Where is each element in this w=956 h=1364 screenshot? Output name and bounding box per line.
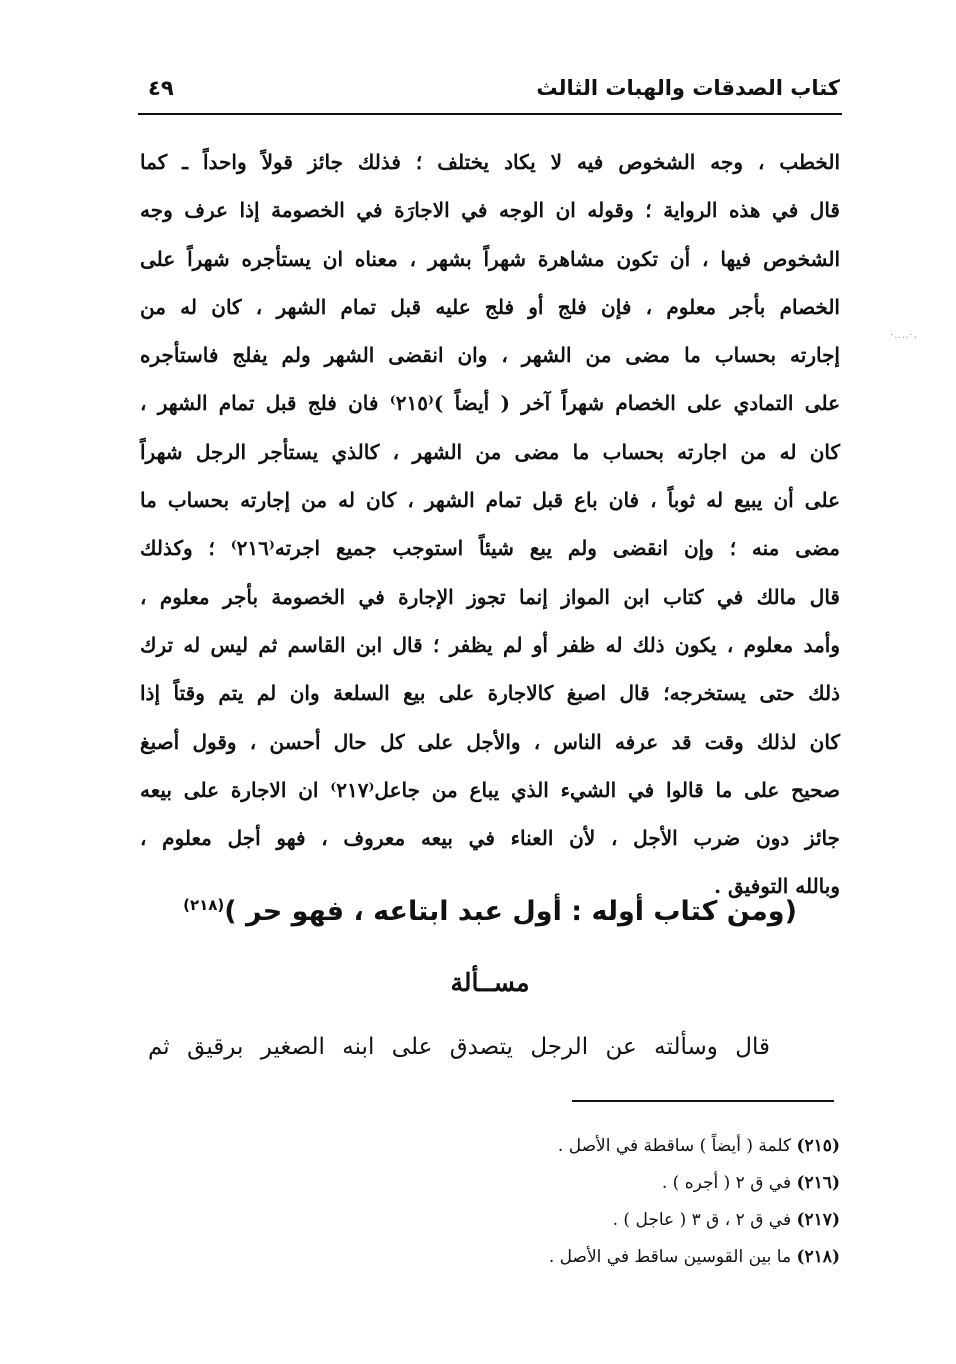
body-line: كان لذلك وقت قد عرفه الناس ، والأجل على كل حال أحسن ، وقول أصبغ	[140, 729, 840, 754]
body-line: على أن يبيع له ثوباً ، فان باع قبل تمام الشهر ، كان له من إجارته بحساب ما	[140, 488, 840, 513]
body-text	[140, 138, 840, 911]
footnote-number: (٢١٨)	[796, 1247, 840, 1267]
header-rule	[138, 113, 842, 115]
section-opening-line: قال وسألته عن الرجل يتصدق على ابنه الصغير برقيق ثم	[148, 1034, 770, 1060]
footnote	[140, 1202, 840, 1239]
footnote-text: كلمة ( أيضاً ) ساقطة في الأصل .	[557, 1136, 792, 1156]
body-line: مضى منه ؛ وإن انقضى ولم يبع شيئاً استوجب جميع اجرته⁽٢١٦⁾ ؛ وكذلك	[140, 536, 840, 561]
body-line: إجارته بحساب ما مضى من الشهر ، وان انقضى الشهر ولم يفلج فاستأجره	[140, 343, 840, 368]
body-line: الخطب ، وجه الشخوص فيه لا يكاد يختلف ؛ فذلك جائز قولاً واحداً ـ كما	[140, 150, 840, 174]
section-footnote-ref: (٢١٨)	[183, 896, 225, 914]
footnote-number: (٢١٦)	[796, 1173, 840, 1193]
body-line: وأمد معلوم ، يكون ذلك له ظفر أو لم يظفر ؛ قال ابن القاسم ثم ليس له ترك	[140, 632, 840, 657]
footnote	[140, 1239, 840, 1276]
footnote	[140, 1128, 840, 1165]
body-line: وبالله التوفيق .	[714, 874, 840, 899]
body-line: جائز دون ضرب الأجل ، لأن العناء في بيعه معروف ، فهو أجل معلوم ،	[140, 826, 840, 851]
footnote-text: في ق ٢ ( أجره ) .	[661, 1173, 792, 1193]
footnote-number: (٢١٥)	[796, 1136, 840, 1156]
footnote-separator	[572, 1100, 834, 1102]
body-line: قال مالك في كتاب ابن المواز إنما تجوز الإجارة في الخصومة بأجر معلوم ،	[140, 584, 840, 609]
section-title-text: (ومن كتاب أوله : أول عبد ابتاعه ، فهو حر )	[224, 896, 797, 927]
footnote-number: (٢١٧)	[796, 1210, 840, 1230]
body-line: كان له من اجارته بحساب ما مضى من الشهر ، كالذي يستأجر الرجل شهراً	[140, 439, 840, 464]
footnote-text: في ق ٢ ، ق ٣ ( عاجل ) .	[612, 1210, 792, 1230]
page-number: ٤٩	[148, 76, 174, 100]
section-title	[140, 896, 840, 927]
issue-heading: مســألة	[450, 968, 530, 997]
body-line: قال في هذه الرواية ؛ وقوله ان الوجه في الاجارَة في الخصومة إذا عرف وجه	[140, 198, 840, 223]
body-line: صحيح على ما قالوا في الشيء الذي يباع من جاعل⁽٢١٧⁾ ان الاجارة على بيعه	[140, 777, 840, 802]
body-line: الخصام بأجر معلوم ، فإن فلج أو فلج عليه قبل تمام الشهر ، كان له من	[140, 294, 840, 319]
footnote-text: ما بين القوسين ساقط في الأصل .	[548, 1247, 792, 1267]
body-line: ذلك حتى يستخرجه؛ قال اصبغ كالاجارة على بيع السلعة وان لم يتم وقتاً إذا	[140, 681, 840, 706]
header-title: كتاب الصدقات والهبات الثالث	[536, 76, 840, 100]
footnote	[140, 1165, 840, 1202]
footnotes	[140, 1128, 840, 1276]
margin-scan-mark: ·‥‥·.	[890, 330, 918, 341]
body-line: الشخوص فيها ، أن تكون مشاهرة شهراً بشهر ، معناه ان يستأجره شهراً على	[140, 246, 840, 271]
body-line: على التمادي على الخصام شهراً آخر ( أيضاً )⁽٢١٥⁾ فان فلج قبل تمام الشهر ،	[140, 391, 841, 416]
running-header	[140, 72, 840, 112]
